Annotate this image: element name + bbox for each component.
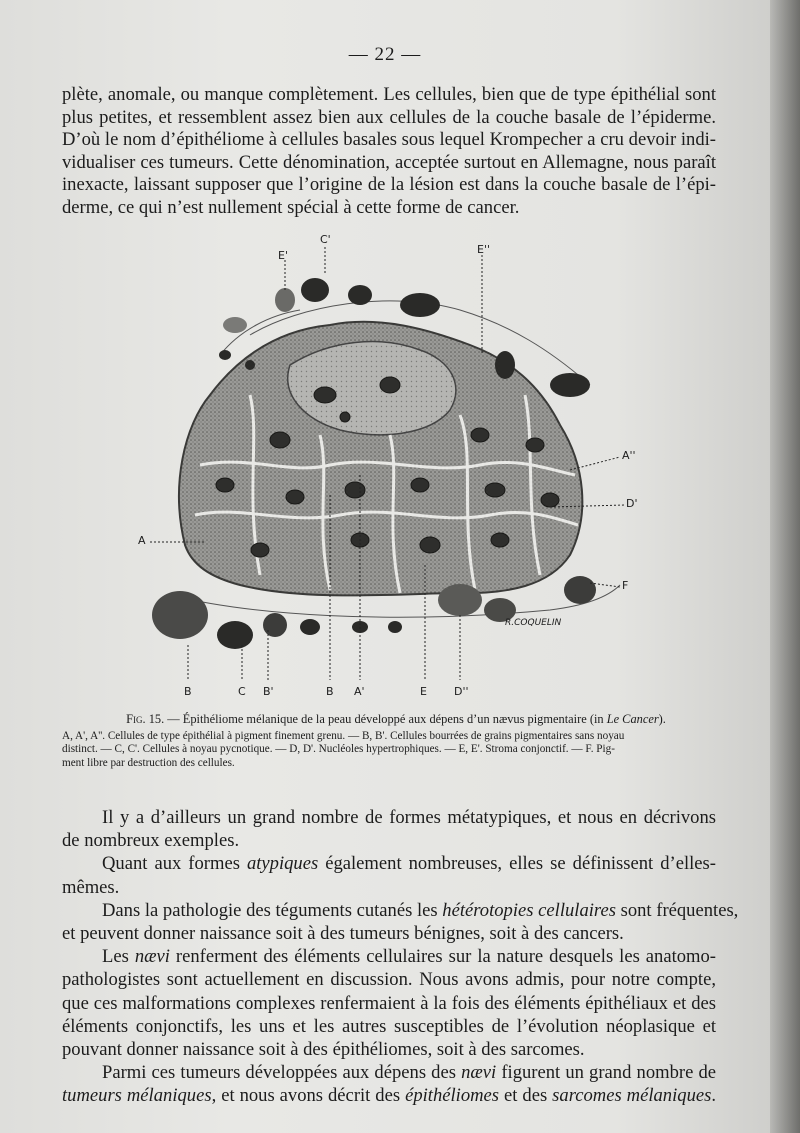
figure-caption	[62, 713, 730, 770]
caption-source: Le Cancer	[606, 712, 659, 726]
caption-title-text: — Épithéliome mélanique de la peau développé aux dépens d’un nævus pigmentaire (in	[164, 712, 607, 726]
text-line: Dans la pathologie des téguments cutanés les hétérotopies cellulaires sont fréquentes,	[102, 899, 739, 921]
page-number: — 22 —	[348, 44, 422, 65]
text-line: Quant aux formes atypiques également nombreuses, elles se définissent d’elles-	[102, 853, 716, 875]
caption-title	[62, 713, 730, 727]
figure-label: D'	[626, 497, 638, 510]
histology-figure	[130, 235, 650, 705]
text-line: plus petites, et ressemblent assez bien aux cellules de la couche basale de l’épiderme.	[62, 106, 716, 128]
text-line: que ces malformations complexes renfermaient à la fois des éléments épithéliaux et des	[62, 992, 716, 1014]
text-line: derme, ce qui n’est nullement spécial à cette forme de cancer.	[62, 196, 520, 218]
figure-label: B'	[263, 685, 274, 698]
figure-label: F	[622, 579, 629, 592]
figure-label: A''	[622, 449, 636, 462]
text-line: mêmes.	[62, 876, 120, 898]
text-line: pouvant donner naissance soit à des épithéliomes, soit à des sarcomes.	[62, 1039, 585, 1061]
caption-line: A, A', A''. Cellules de type épithélial à pigment finement grenu. — B, B'. Cellules bourrées de grains pigmentaires sans noyau	[62, 729, 625, 742]
text-line: D’où le nom d’épithéliome à cellules basales sous lequel Krompecher a cru devoir indi-	[62, 129, 716, 151]
figure-label: A	[138, 534, 146, 547]
text-line: vidualiser ces tumeurs. Cette dénomination, acceptée surtout en Allemagne, nous paraît	[62, 151, 716, 173]
text-line: Les nævi renferment des éléments cellulaires sur la nature desquels les anatomo-	[102, 946, 716, 968]
intro-paragraph	[62, 84, 716, 220]
figure-label: B	[184, 685, 192, 698]
text-line: éléments conjonctifs, les uns et les autres susceptibles de l’évolution néoplasique et	[62, 1015, 716, 1037]
text-line: de nombreux exemples.	[62, 830, 240, 852]
text-line: et peuvent donner naissance soit à des tumeurs bénignes, soit à des cancers.	[62, 923, 624, 945]
body-text	[62, 806, 739, 1108]
caption-title-end: ).	[658, 712, 666, 726]
figure-label: C	[238, 685, 246, 698]
book-gutter	[770, 0, 800, 1133]
figure-label: E'	[278, 249, 288, 262]
figure-number: Fig. 15.	[126, 712, 165, 726]
figure-label: B	[326, 685, 334, 698]
caption-line: distinct. — C, C'. Cellules à noyau pycnotique. — D, D'. Nucléoles hypertrophiques. — E, E'. Stroma conjonctif. — F. Pig-	[62, 743, 615, 755]
text-line: tumeurs mélaniques, et nous avons décrit des épithéliomes et des sarcomes mélaniques.	[62, 1085, 717, 1107]
text-line: inexacte, laissant supposer que l’origine de la lésion est dans la couche basale de l’épi-	[62, 174, 716, 196]
text-line: plète, anomale, ou manque complètement. Les cellules, bien que de type épithélial sont	[62, 84, 716, 105]
figure-label: E''	[477, 243, 490, 256]
figure-label: C'	[320, 233, 331, 246]
text-line: pathologistes sont actuellement en discussion. Nous avons admis, pour notre compte,	[62, 969, 716, 991]
figure-label: A'	[354, 685, 365, 698]
caption-line: ment libre par destruction des cellules.	[62, 756, 235, 769]
figure-label: E	[420, 685, 427, 698]
text-line: Il y a d’ailleurs un grand nombre de formes métatypiques, et nous en décrivons	[102, 807, 716, 828]
figure-label: D''	[454, 685, 469, 698]
illustrator-signature: R.COQUELIN	[505, 618, 562, 628]
tumor-illustration	[130, 235, 650, 705]
text-line: Parmi ces tumeurs développées aux dépens des nævi figurent un grand nombre de	[102, 1062, 716, 1084]
